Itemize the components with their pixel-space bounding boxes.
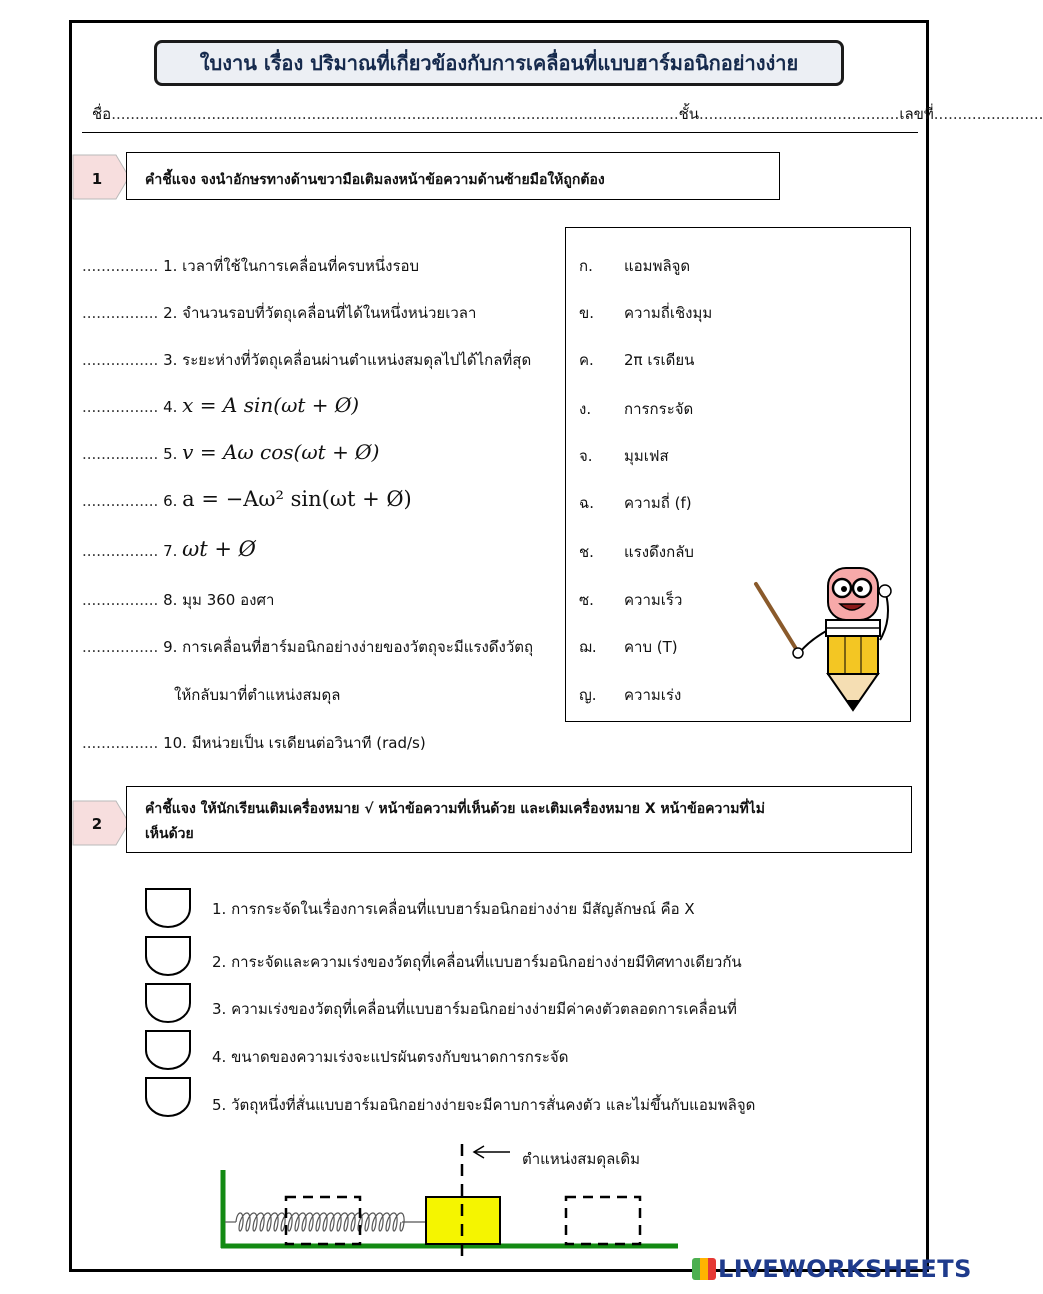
number-field[interactable]: .......................: [933, 105, 1043, 123]
answer-blank[interactable]: ................: [82, 638, 159, 656]
velocity-equation: v = Aω cos(ωt + Ø): [182, 440, 380, 464]
name-label: ชื่อ: [92, 105, 112, 123]
answer-blank[interactable]: ................: [82, 351, 159, 369]
logo-mark-icon: [692, 1258, 716, 1280]
answer-blank[interactable]: ................: [82, 257, 159, 275]
choice-item: ก. แอมพลิจูด: [579, 257, 691, 275]
displacement-equation: x = A sin(ωt + Ø): [182, 393, 360, 417]
answer-shape[interactable]: [145, 1030, 191, 1070]
match-item-8: ................ 8. มุม 360 องศา: [82, 591, 275, 609]
choice-item: ค. 2π เรเดียน: [579, 351, 695, 369]
statement-5: 5. วัตถุหนึ่งที่สั่นแบบฮาร์มอนิกอย่างง่ายจะมีคาบการสั่นคงตัว และไม่ขึ้นกับแอมพลิจูด: [212, 1096, 756, 1114]
section-2-instruction: คำชี้แจง ให้นักเรียนเติมเครื่องหมาย √ หน้าข้อความที่เห็นด้วย และเติมเครื่องหมาย X หน้าข้อความที่ไม่ เห็นด้วย: [126, 786, 912, 853]
statement-2: 2. การะจัดและความเร่งของวัตถุที่เคลื่อนที่แบบฮาร์มอนิกอย่างง่ายมีทิศทางเดียวกัน: [212, 953, 742, 971]
choice-item: ฉ. ความถี่ (f): [579, 494, 692, 512]
match-item-6: ................ 6. a = −Aω² sin(ωt + Ø): [82, 487, 412, 511]
section-1-number: 1: [91, 170, 103, 188]
answer-blank[interactable]: ................: [82, 591, 159, 609]
statement-1: 1. การกระจัดในเรื่องการเคลื่อนที่แบบฮาร์มอนิกอย่างง่าย มีสัญลักษณ์ คือ X: [212, 900, 695, 918]
liveworksheets-logo: LIVEWORKSHEETS: [692, 1255, 972, 1283]
number-label: เลขที่: [899, 105, 934, 123]
answer-blank[interactable]: ................: [82, 398, 159, 416]
answer-blank[interactable]: ................: [82, 445, 159, 463]
choice-item: ช. แรงดึงกลับ: [579, 543, 694, 561]
answer-blank[interactable]: ................: [82, 304, 159, 322]
class-label: ชั้น: [678, 105, 700, 123]
section-2-number: 2: [91, 815, 103, 833]
choice-item: ง. การกระจัด: [579, 400, 694, 418]
choice-item: ซ. ความเร็ว: [579, 591, 683, 609]
match-item-1: ................ 1. เวลาที่ใช้ในการเคลื่อนที่ครบหนึ่งรอบ: [82, 257, 420, 275]
match-item-5: ................ 5. v = Aω cos(ωt + Ø): [82, 440, 380, 464]
statement-3: 3. ความเร่งของวัตถุที่เคลื่อนที่แบบฮาร์มอนิกอย่างง่ายมีค่าคงตัวตลอดการเคลื่อนที่: [212, 1000, 737, 1018]
spring: [225, 1213, 426, 1231]
answer-shape[interactable]: [145, 936, 191, 976]
phase-expression: ωt + Ø: [182, 537, 256, 561]
choice-item: จ. มุมเฟส: [579, 447, 669, 465]
section-1-instruction: คำชี้แจง จงนำอักษรทางด้านขวามือเติมลงหน้าข้อความด้านซ้ายมือให้ถูกต้อง: [126, 152, 780, 200]
answer-blank[interactable]: ................: [82, 542, 159, 560]
match-item-4: ................ 4. x = A sin(ωt + Ø): [82, 393, 360, 417]
match-item-10: ................ 10. มีหน่วยเป็น เรเดียนต่อวินาที (rad/s): [82, 734, 426, 752]
match-item-7: ................ 7. ωt + Ø: [82, 537, 256, 561]
answer-shape[interactable]: [145, 888, 191, 928]
student-info-row: [92, 102, 1043, 126]
choice-item: ญ. ความเร่ง: [579, 686, 682, 704]
stretched-position: [566, 1197, 640, 1244]
worksheet-title: ใบงาน เรื่อง ปริมาณที่เกี่ยวข้องกับการเคลื่อนที่แบบฮาร์มอนิกอย่างง่าย: [154, 40, 844, 86]
match-item-9: ................ 9. การเคลื่อนที่ฮาร์มอนิกอย่างง่ายของวัตถุจะมีแรงดึงวัตถุ: [82, 638, 534, 656]
choice-item: ข. ความถี่เชิงมุม: [579, 304, 713, 322]
choice-item: ฌ. คาบ (T): [579, 638, 678, 656]
match-item-9-continued: ให้กลับมาที่ตำแหน่งสมดุล: [174, 686, 341, 704]
answer-shape[interactable]: [145, 1077, 191, 1117]
match-item-3: ................ 3. ระยะห่างที่วัตถุเคลื่อนผ่านตำแหน่งสมดุลไปได้ไกลที่สุด: [82, 351, 532, 369]
statement-4: 4. ขนาดของความเร่งจะแปรผันตรงกับขนาดการกระจัด: [212, 1048, 569, 1066]
match-item-2: ................ 2. จำนวนรอบที่วัตถุเคลื่อนที่ได้ในหนึ่งหน่วยเวลา: [82, 304, 477, 322]
name-field[interactable]: .......................................................................................................................: [111, 105, 679, 123]
answer-blank[interactable]: ................: [82, 492, 159, 510]
equilibrium-label: ตำแหน่งสมดุลเดิม: [522, 1150, 641, 1168]
header-divider: [82, 132, 918, 133]
pencil-teacher-icon: [748, 560, 898, 718]
class-field[interactable]: ..........................................: [699, 105, 900, 123]
answer-blank[interactable]: ................: [82, 734, 159, 752]
answer-shape[interactable]: [145, 983, 191, 1023]
acceleration-equation: a = −Aω² sin(ωt + Ø): [182, 487, 412, 511]
